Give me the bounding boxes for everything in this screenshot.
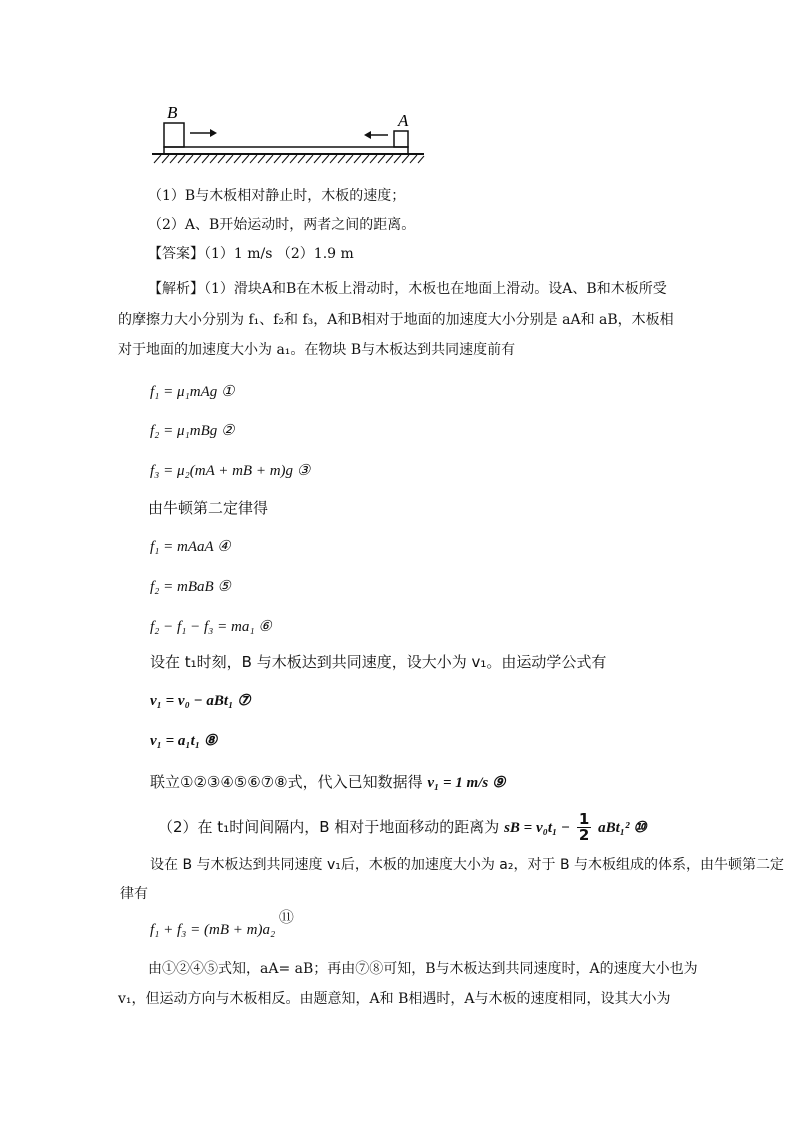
- analysis-p3-line1: 设在 B 与木板达到共同速度 v₁后，木板的加速度大小为 a₂，对于 B 与木板组成的体系，由牛顿第二定: [150, 857, 784, 873]
- equation-7: v₁ = v₀ − aBt₁ ⑦: [150, 693, 251, 709]
- equation-4: f₁ = mAaA ④: [150, 539, 231, 555]
- equation-10-left: sB = v₀t₁ −: [504, 820, 571, 836]
- question-2: （2）A、B开始运动时，两者之间的距离。: [148, 217, 416, 233]
- fraction-denominator: 2: [578, 826, 590, 844]
- newton-law-text: 由牛顿第二定律得: [148, 499, 269, 517]
- equation-9: v₁ = 1 m/s ⑨: [427, 775, 506, 791]
- fraction-one-half: [577, 812, 591, 843]
- equation-11-number: ⑪: [278, 910, 294, 926]
- equation-11: [150, 910, 294, 940]
- block-a-label: A: [398, 111, 409, 130]
- equation-3: f₃ = μ₂(mA + mB + m)g ③: [150, 463, 311, 479]
- analysis-p4-line1: 由①②④⑤式知，aA= aB；再由⑦⑧可知，B与木板达到共同速度时，A的速度大小也为: [148, 961, 698, 977]
- part2-text: （2）在 t₁时间间隔内，B 相对于地面移动的距离为: [158, 818, 500, 836]
- answer: 【答案】（1）1 m/s （2）1.9 m: [148, 246, 354, 262]
- block-b-label: B: [167, 103, 178, 122]
- t1-description: 设在 t₁时刻，B 与木板达到共同速度，设大小为 v₁。由运动学公式有: [150, 653, 607, 671]
- combine-line: [150, 772, 505, 793]
- equation-6: f₂ − f₁ − f₃ = ma₁ ⑥: [150, 619, 272, 635]
- fraction-numerator: 1: [578, 810, 590, 828]
- question-1: （1）B与木板相对静止时，木板的速度；: [148, 188, 406, 204]
- analysis-p1-line2: 的摩擦力大小分别为 f₁、f₂和 f₃，A和B相对于地面的加速度大小分别是 aA和 aB，木板相: [118, 312, 674, 328]
- block-b: [164, 123, 184, 147]
- block-a: [394, 131, 408, 147]
- equation-1: f₁ = μ₁mAg ①: [150, 384, 235, 400]
- equation-11-body: f₁ + f₃ = (mB + m)a₂: [150, 922, 276, 938]
- equation-10-right: aBt₁² ⑩: [598, 820, 647, 836]
- analysis-p1-line1: 【解析】（1）滑块A和B在木板上滑动时，木板也在地面上滑动。设A、B和木板所受: [148, 281, 667, 297]
- equation-2: f₂ = μ₁mBg ②: [150, 423, 235, 439]
- arrow-right-icon: [190, 129, 217, 137]
- combine-text: 联立①②③④⑤⑥⑦⑧式，代入已知数据得: [150, 773, 423, 791]
- part2-line: [158, 812, 647, 843]
- analysis-p3-line2: 律有: [120, 886, 148, 902]
- ground-hatching: [154, 155, 424, 163]
- analysis-p1-line3: 对于地面的加速度大小为 a₁。在物块 B与木板达到共同速度前有: [118, 342, 516, 358]
- wooden-board: [164, 147, 408, 154]
- equation-5: f₂ = mBaB ⑤: [150, 579, 231, 595]
- arrow-left-icon: [364, 131, 388, 139]
- physics-diagram: [148, 102, 428, 168]
- analysis-p4-line2: v₁，但运动方向与木板相反。由题意知，A和 B相遇时，A与木板的速度相同，设其大小为: [118, 991, 671, 1007]
- equation-8: v₁ = a₁t₁ ⑧: [150, 733, 218, 749]
